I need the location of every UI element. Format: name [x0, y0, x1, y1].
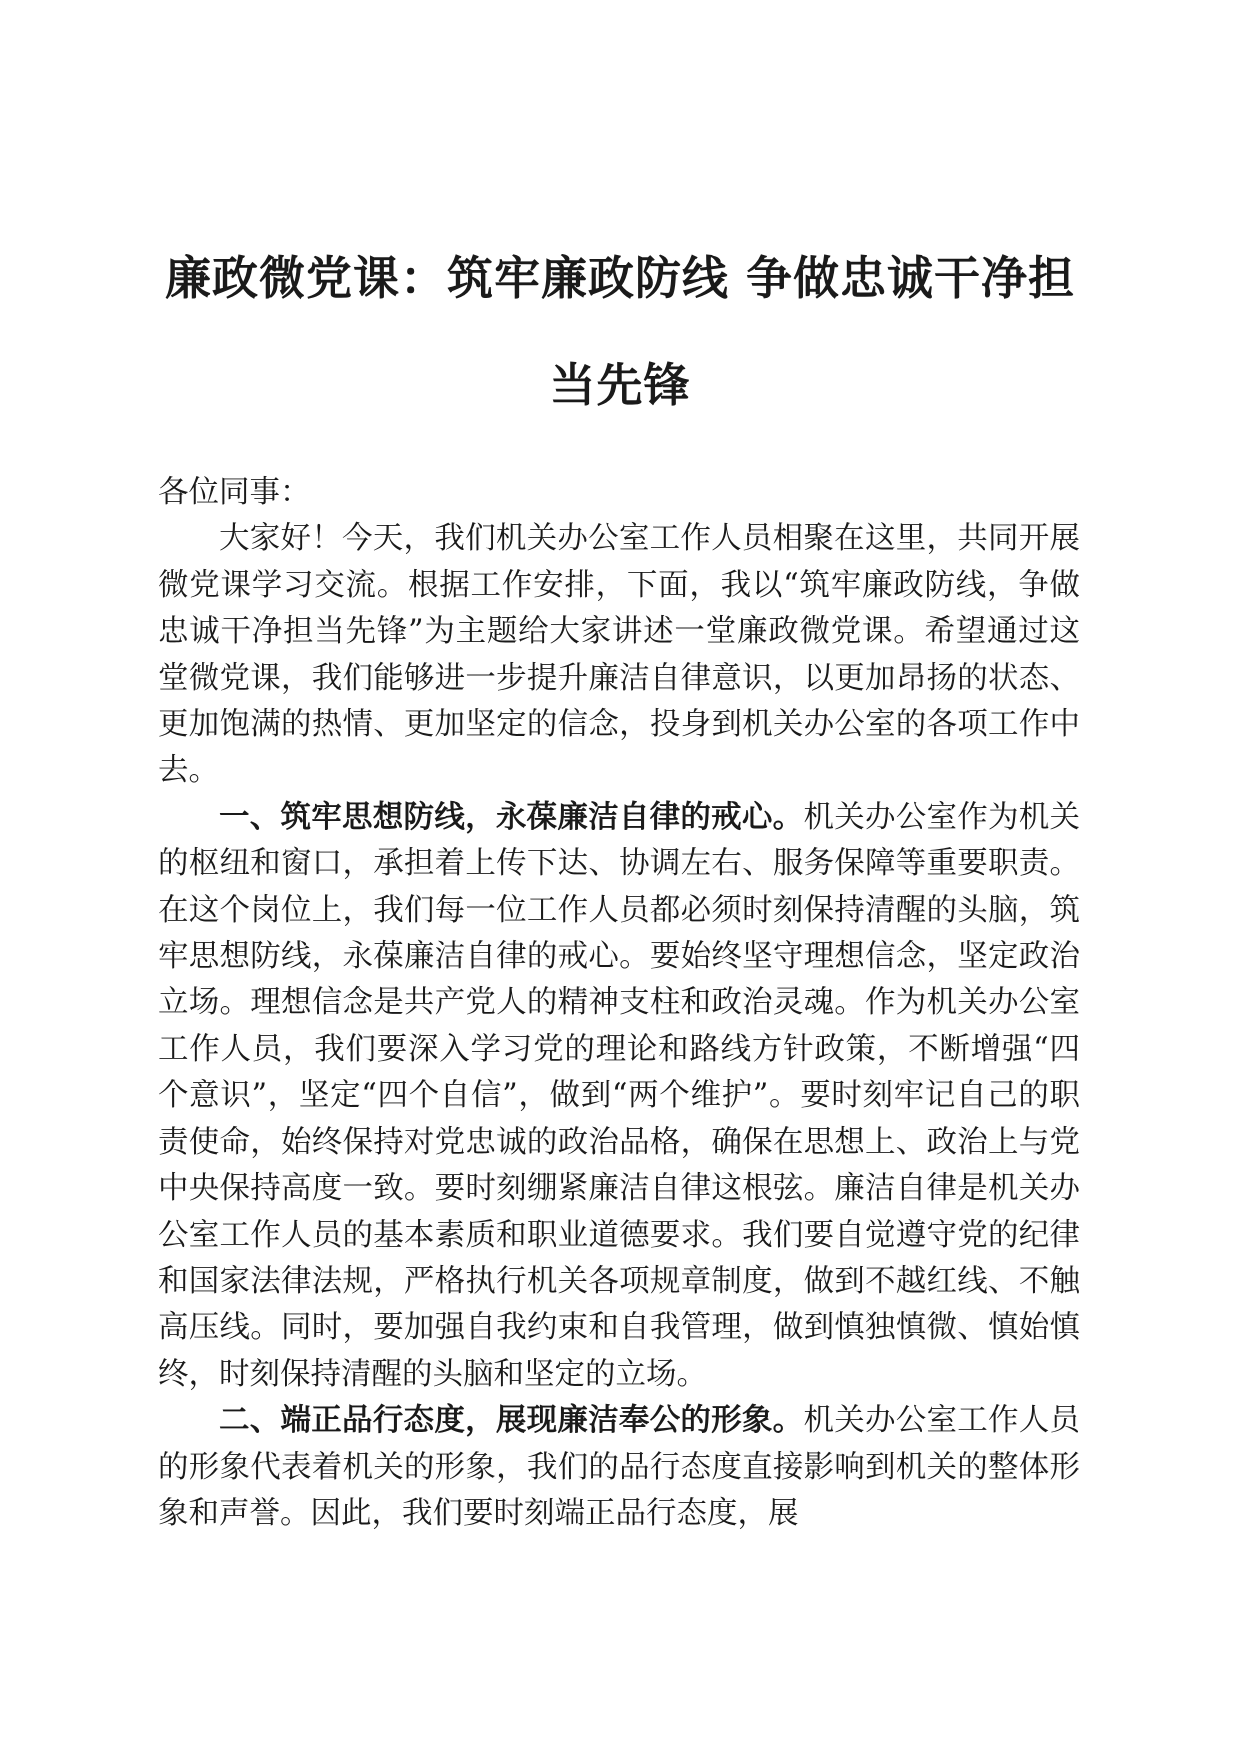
section-heading-1: 一、筑牢思想防线，永葆廉洁自律的戒心。 — [219, 799, 804, 835]
paragraph-text: 机关办公室工作人员的形象代表着机关的形象，我们的品行态度直接影响到机关的整体形象和声誉。因此，我们要时刻端正品行态度，展 — [158, 1403, 1081, 1531]
paragraph-intro — [158, 516, 1080, 794]
paragraph-text: 大家好！今天，我们机关办公室工作人员相聚在这里，共同开展微党课学习交流。根据工作安排，下面，我以“筑牢廉政防线，争做忠诚干净担当先锋”为主题给大家讲述一堂廉政微党课。希望通过这堂微党课，我们能够进一步提升廉洁自律意识，以更加昂扬的状态、更加饱满的热情、更加坚定的信念，投身到机关办公室的各项工作中去。 — [158, 521, 1080, 789]
paragraph-section-2 — [158, 1398, 1080, 1537]
section-heading-2: 二、端正品行态度，展现廉洁奉公的形象。 — [219, 1403, 804, 1439]
document-body — [158, 470, 1080, 1537]
paragraph-text: 机关办公室作为机关的枢纽和窗口，承担着上传下达、协调左右、服务保障等重要职责。在这个岗位上，我们每一位工作人员都必须时刻保持清醒的头脑，筑牢思想防线，永葆廉洁自律的戒心。要始终坚守理想信念，坚定政治立场。理想信念是共产党人的精神支柱和政治灵魂。作为机关办公室工作人员，我们要深入学习党的理论和路线方针政策，不断增强“四个意识”，坚定“四个自信”，做到“两个维护”。要时刻牢记自己的职责使命，始终保持对党忠诚的政治品格，确保在思想上、政治上与党中央保持高度一致。要时刻绷紧廉洁自律这根弦。廉洁自律是机关办公室工作人员的基本素质和职业道德要求。我们要自觉遵守党的纪律和国家法律法规，严格执行机关各项规章制度，做到不越红线、不触高压线。同时，要加强自我约束和自我管理，做到慎独慎微、慎始慎终，时刻保持清醒的头脑和坚定的立场。 — [158, 799, 1081, 1392]
title-line-1: 廉政微党课：筑牢廉政防线 争做忠诚干净担 — [164, 251, 1075, 305]
document-title — [150, 225, 1090, 439]
paragraph-section-1 — [158, 795, 1080, 1398]
title-line-2: 当先锋 — [549, 358, 691, 412]
greeting: 各位同事： — [158, 475, 311, 510]
